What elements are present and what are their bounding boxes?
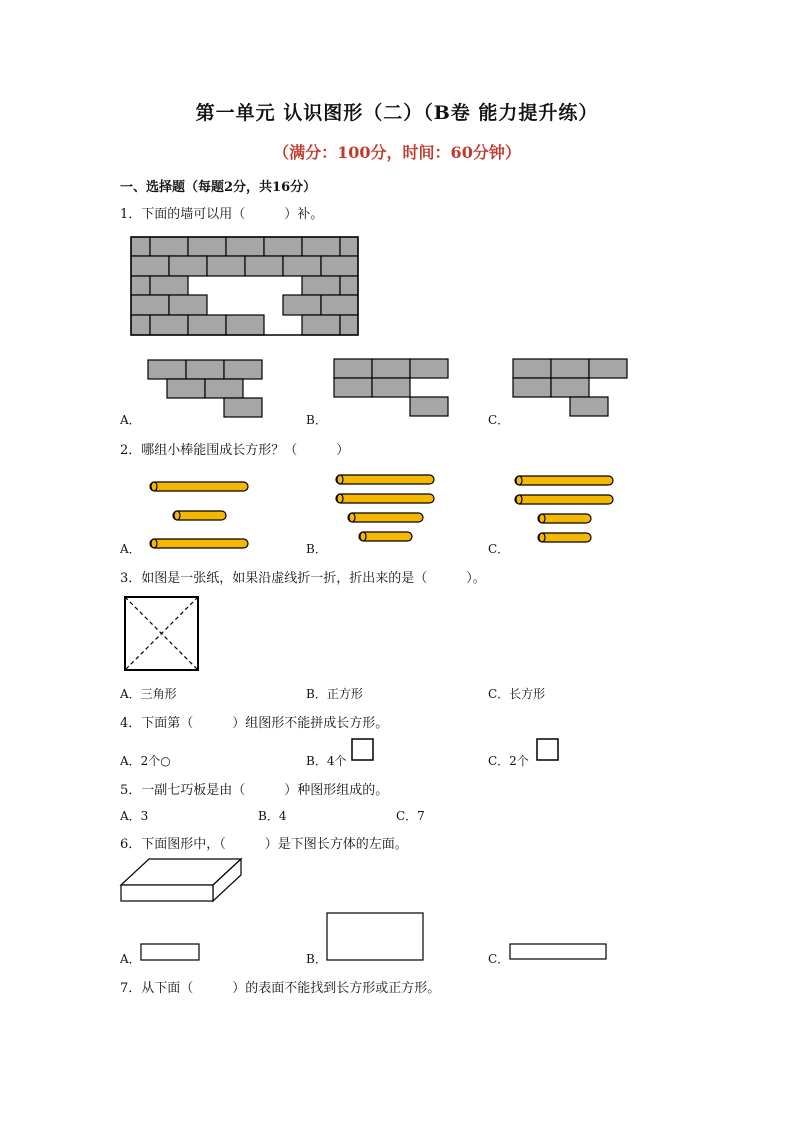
folded-paper-figure xyxy=(123,595,201,673)
q4-option-b-square-icon xyxy=(351,738,375,762)
question-4-text: 4．下面第（ ）组图形不能拼成长方形。 xyxy=(120,716,389,731)
q4-option-b[interactable]: B．4个 xyxy=(306,754,347,768)
q2-option-b[interactable]: B． xyxy=(306,542,327,556)
question-7-text: 7．从下面（ ）的表面不能找到长方形或正方形。 xyxy=(120,981,441,996)
q1-option-a-bricks xyxy=(148,360,264,420)
q6-option-b-rectangle xyxy=(326,912,426,962)
q3-option-a[interactable]: A．三角形 xyxy=(120,687,177,701)
q2-option-c-sticks xyxy=(513,474,617,546)
q3-option-c[interactable]: C．长方形 xyxy=(488,687,546,701)
q6-option-c[interactable]: C． xyxy=(488,952,510,966)
page-subtitle: （满分：100分，时间：60分钟） xyxy=(273,143,521,162)
q6-option-a[interactable]: A． xyxy=(120,952,141,966)
question-1-text: 1．下面的墙可以用（ ）补。 xyxy=(120,207,324,222)
q5-option-b[interactable]: B．4 xyxy=(258,809,287,823)
q4-option-c-square-icon xyxy=(536,738,560,762)
q4-option-c[interactable]: C．2个 xyxy=(488,754,529,768)
q5-option-c[interactable]: C．7 xyxy=(396,809,425,823)
q6-option-b[interactable]: B． xyxy=(306,952,327,966)
page-title: 第一单元 认识图形（二）（B卷 能力提升练） xyxy=(195,102,599,124)
question-2-text: 2．哪组小棒能围成长方形？（ ） xyxy=(120,443,350,458)
q4-option-a[interactable]: A．2个○ xyxy=(120,754,171,768)
question-3-text: 3．如图是一张纸，如果沿虚线折一折，折出来的是（ ）。 xyxy=(120,571,486,586)
q1-option-b[interactable]: B． xyxy=(306,413,327,427)
q2-option-b-sticks xyxy=(334,473,438,545)
q5-option-a[interactable]: A．3 xyxy=(120,809,149,823)
q2-option-a-sticks xyxy=(148,480,252,552)
q6-option-c-rectangle xyxy=(509,943,609,961)
cuboid-figure xyxy=(119,857,245,905)
q1-option-c-bricks xyxy=(513,359,629,419)
q6-option-a-rectangle xyxy=(140,943,202,963)
q2-option-a[interactable]: A． xyxy=(120,542,141,556)
q1-option-a[interactable]: A． xyxy=(120,413,141,427)
q3-option-b[interactable]: B．正方形 xyxy=(306,687,363,701)
question-5-text: 5．一副七巧板是由（ ）种图形组成的。 xyxy=(120,783,389,798)
section-heading: 一、选择题（每题2分，共16分） xyxy=(120,180,317,195)
q1-option-b-bricks xyxy=(334,359,450,419)
q2-option-c[interactable]: C． xyxy=(488,542,510,556)
brick-wall-figure xyxy=(131,237,361,337)
question-6-text: 6．下面图形中，（ ）是下图长方体的左面。 xyxy=(120,837,408,852)
q1-option-c[interactable]: C． xyxy=(488,413,510,427)
